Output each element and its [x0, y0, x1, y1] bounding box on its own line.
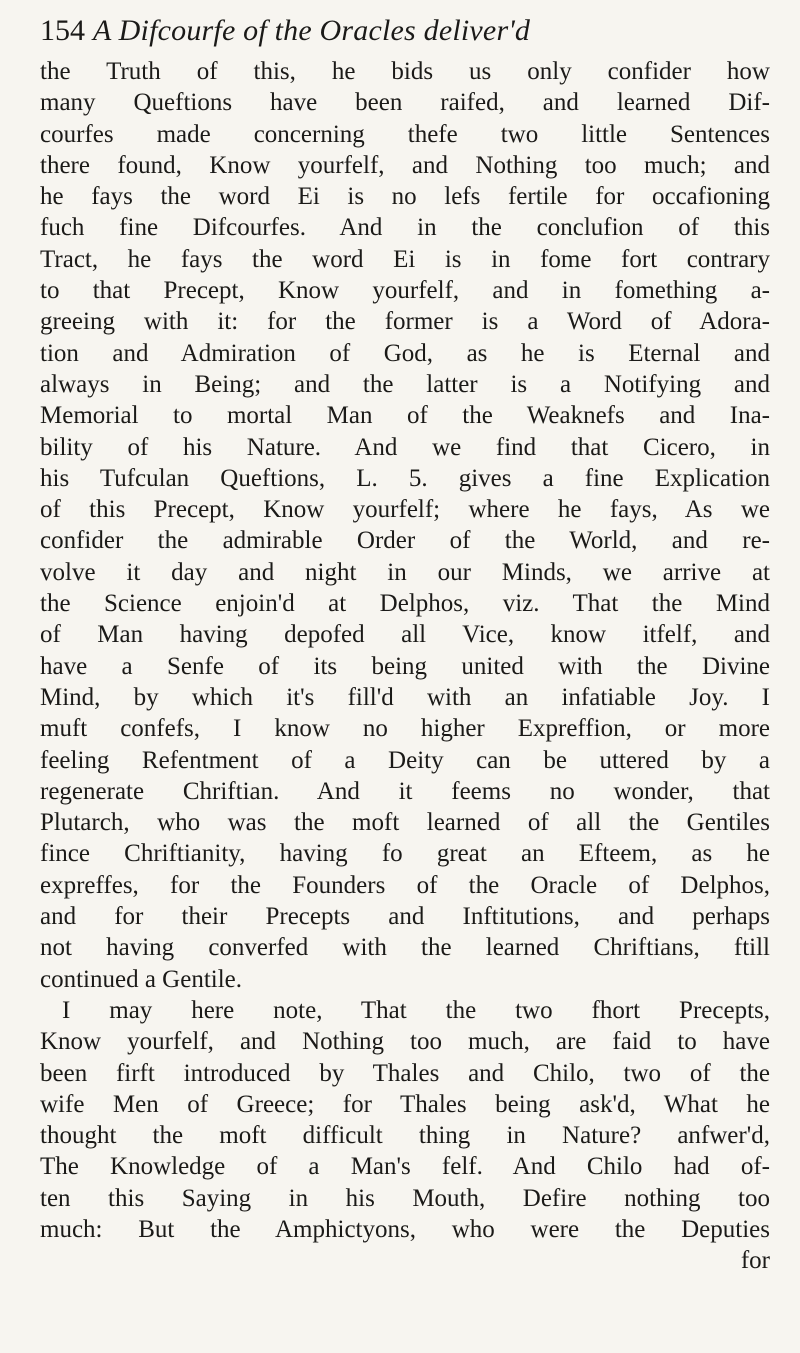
text-line: have a Senfe of its being united with the Divine	[40, 652, 770, 680]
text-line: many Queftions have been raifed, and learned Dif-	[40, 89, 770, 117]
text-line: he fays the word Ei is no lefs fertile for occafioning	[40, 183, 770, 211]
text-line: of Man having depofed all Vice, know itfelf, and	[40, 621, 770, 649]
text-line: ten this Saying in his Mouth, Defire nothing too	[40, 1184, 770, 1212]
text-line: fuch fine Difcourfes. And in the conclufion of this	[40, 214, 770, 242]
text-line: thought the moft difficult thing in Nature? anfwer'd,	[40, 1122, 770, 1150]
text-line: courfes made concerning thefe two little Sentences	[40, 120, 770, 148]
text-line: continued a Gentile.	[40, 965, 243, 993]
text-line: feeling Refentment of a Deity can be uttered by a	[40, 746, 770, 774]
text-line: of this Precept, Know yourfelf; where he fays, As we	[40, 496, 770, 524]
text-line: Mind, by which it's fill'd with an infatiable Joy. I	[40, 683, 770, 711]
catchword: for	[740, 1247, 770, 1275]
text-line: the Science enjoin'd at Delphos, viz. That the Mind	[40, 590, 770, 618]
text-line: much: But the Amphictyons, who were the Deputies	[40, 1215, 770, 1243]
text-line: I may here note, That the two fhort Precepts,	[62, 996, 770, 1024]
text-line: muft confefs, I know no higher Expreffion, or more	[40, 715, 770, 743]
text-line: tion and Admiration of God, as he is Eternal and	[40, 339, 770, 367]
text-line: regenerate Chriftian. And it feems no wonder, that	[40, 777, 770, 805]
text-line: volve it day and night in our Minds, we arrive at	[40, 558, 770, 586]
text-line: to that Precept, Know yourfelf, and in fomething a-	[40, 277, 770, 305]
text-line: his Tufculan Queftions, L. 5. gives a fine Explication	[40, 464, 770, 492]
text-line: expreffes, for the Founders of the Oracle of Delphos,	[40, 871, 770, 899]
text-line: Plutarch, who was the moft learned of all the Gentiles	[40, 809, 770, 837]
page-number: 154	[40, 14, 85, 47]
text-line: fince Chriftianity, having fo great an Efteem, as he	[40, 840, 770, 868]
text-line: and for their Precepts and Inftitutions, and perhaps	[40, 903, 770, 931]
text-line: always in Being; and the latter is a Notifying and	[40, 370, 770, 398]
text-line: bility of his Nature. And we find that Cicero, in	[40, 433, 770, 461]
text-line: Tract, he fays the word Ei is in fome fort contrary	[40, 245, 770, 273]
text-line: Know yourfelf, and Nothing too much, are faid to have	[40, 1028, 770, 1056]
body-text	[40, 56, 770, 1245]
text-line: there found, Know yourfelf, and Nothing too much; and	[40, 151, 770, 179]
book-page	[40, 14, 770, 1276]
text-line: greeing with it: for the former is a Word of Adora-	[40, 308, 770, 336]
page-header	[40, 14, 770, 56]
running-title: A Difcourfe of the Oracles deliver'd	[93, 14, 531, 47]
text-line: been firft introduced by Thales and Chilo, two of the	[40, 1059, 770, 1087]
text-line: wife Men of Greece; for Thales being ask'd, What he	[40, 1090, 770, 1118]
text-line: the Truth of this, he bids us only confider how	[40, 58, 770, 85]
text-line: Memorial to mortal Man of the Weaknefs and Ina-	[40, 402, 770, 430]
text-line: confider the admirable Order of the World, and re-	[40, 527, 770, 555]
text-line: The Knowledge of a Man's felf. And Chilo had of-	[40, 1153, 770, 1181]
text-line: not having converfed with the learned Chriftians, ftill	[40, 934, 770, 962]
